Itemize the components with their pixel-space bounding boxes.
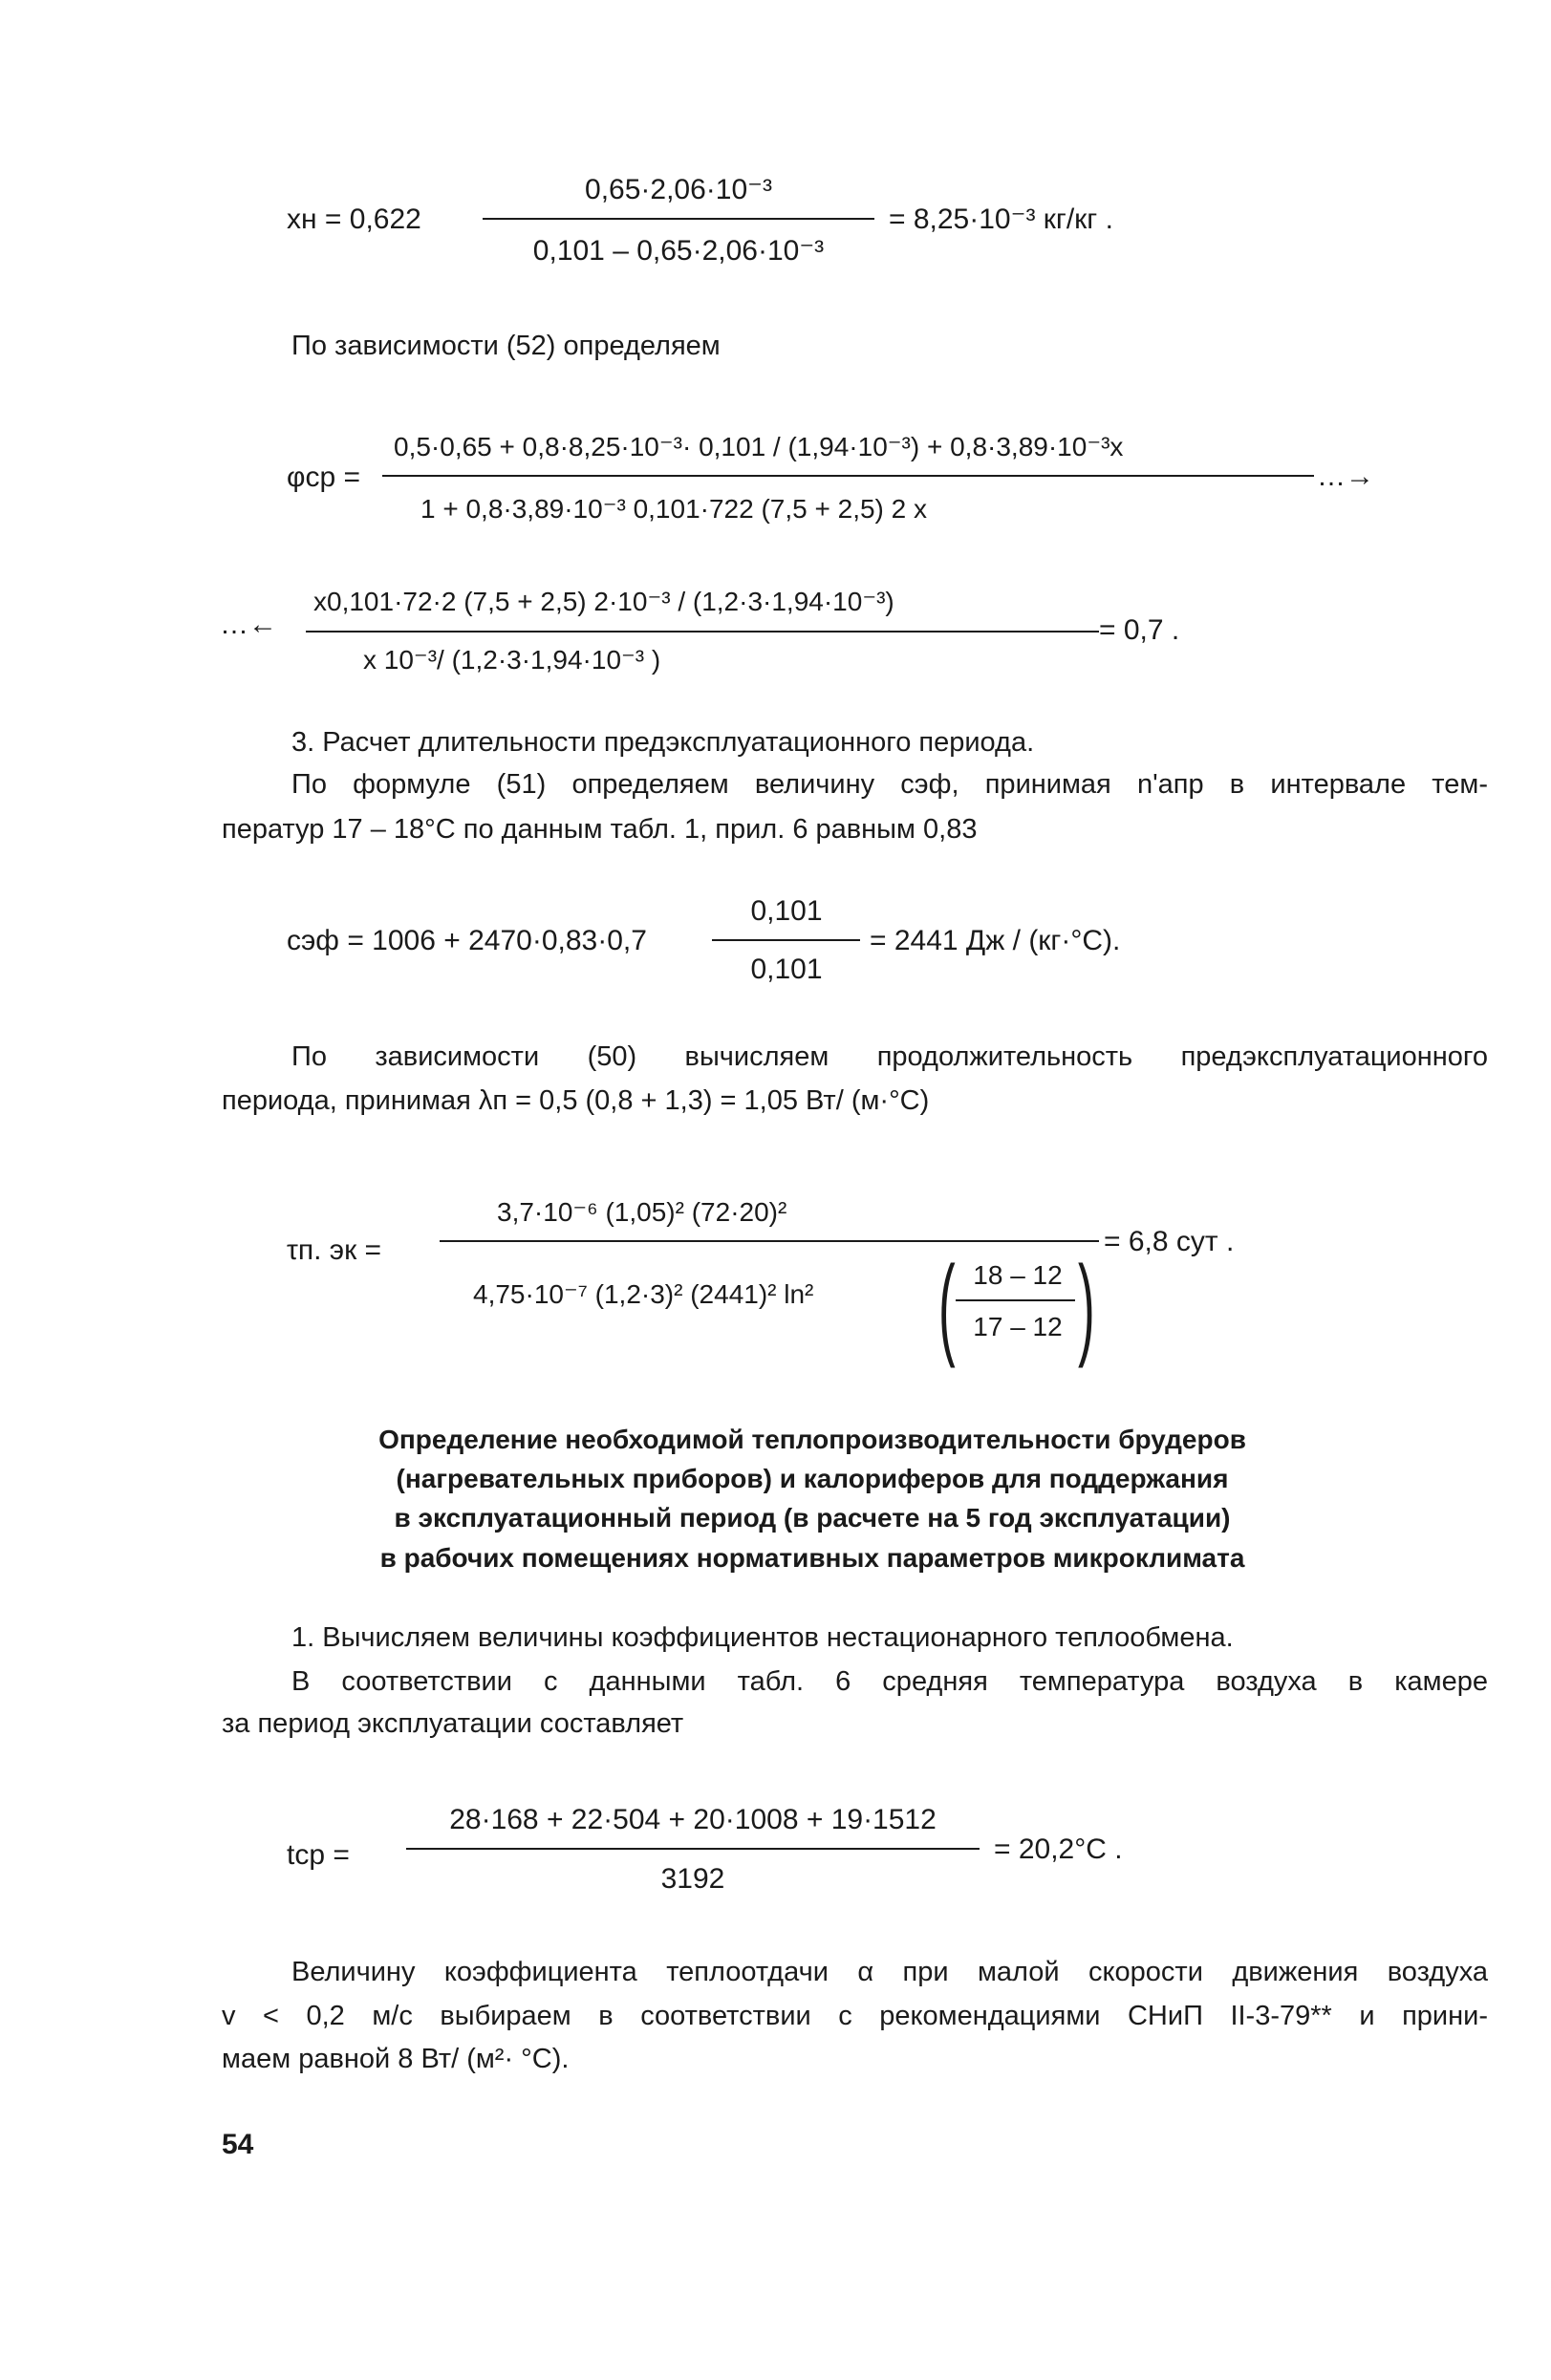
paragraph-step-1: 1. Вычисляем величины коэффициентов нестационарного теплообмена. (291, 1622, 1234, 1653)
inner-fraction-bar (956, 1299, 1075, 1301)
paragraph-table6-line1: В соответствии с данными табл. 6 средняя температура воздуха в камере (291, 1666, 1488, 1697)
paragraph-alpha-line3: маем равной 8 Вт/ (м²· °C). (222, 2044, 570, 2074)
fraction-bar (306, 631, 1099, 633)
equation-denominator: 0,101 – 0,65·2,06·10⁻³ (532, 235, 825, 267)
equation-lhs: τп. эк = (287, 1234, 382, 1266)
inner-fraction-numerator: 18 – 12 (973, 1260, 1063, 1290)
paragraph-table6-line2: за период эксплуатации составляет (222, 1708, 684, 1739)
right-parenthesis: ) (1078, 1243, 1095, 1369)
paragraph-dependency-50-line2: периода, принимая λп = 0,5 (0,8 + 1,3) = 1,05 Вт/ (м·°C) (222, 1085, 930, 1116)
equation-rhs: = 2441 Дж / (кг·°C). (870, 925, 1121, 956)
section-title-line: Определение необходимой теплопроизводительности брудеров (378, 1425, 1246, 1454)
fraction-bar (382, 475, 1314, 477)
paragraph-formula-51-line2: ператур 17 – 18°C по данным табл. 1, прил. 6 равным 0,83 (222, 814, 978, 845)
continuation-arrow: …← (220, 609, 277, 640)
equation-numerator: 28·168 + 22·504 + 20·1008 + 19·1512 (449, 1804, 937, 1835)
equation-numerator: 0,101 (750, 895, 823, 927)
equation-denominator: 1 + 0,8·3,89·10⁻³ 0,101·722 (7,5 + 2,5) 2 x (420, 494, 928, 524)
continuation-arrow: …→ (1317, 461, 1374, 492)
section-title-line: в рабочих помещениях нормативных параметров микроклимата (379, 1543, 1245, 1573)
paragraph-dependency-50-line1: По зависимости (50) вычисляем продолжительность предэксплуатационного (291, 1041, 1488, 1072)
fraction-bar (712, 939, 860, 941)
equation-rhs: = 0,7 . (1099, 614, 1180, 646)
equation-numerator: 0,65·2,06·10⁻³ (585, 174, 772, 205)
equation-numerator: x0,101·72·2 (7,5 + 2,5) 2·10⁻³ / (1,2·3·1,94·10⁻³) (313, 587, 894, 616)
paragraph-formula-51-line1: По формуле (51) определяем величину cэф, принимая n'апр в интервале тем- (291, 769, 1488, 800)
fraction-bar (483, 218, 874, 220)
equation-rhs: = 20,2°C . (994, 1833, 1123, 1865)
equation-lhs: xн = 0,622 (287, 204, 421, 235)
paragraph-alpha-line1: Величину коэффициента теплоотдачи α при малой скорости движения воздуха (291, 1957, 1488, 1987)
fraction-bar (406, 1848, 980, 1850)
paragraph-dependency-52: По зависимости (52) определяем (291, 331, 721, 361)
equation-lhs: cэф = 1006 + 2470·0,83·0,7 (287, 925, 647, 956)
page-number: 54 (222, 2129, 254, 2160)
equation-denominator: 4,75·10⁻⁷ (1,2·3)² (2441)² ln² (473, 1279, 814, 1309)
equation-numerator: 0,5·0,65 + 0,8·8,25·10⁻³· 0,101 / (1,94·10⁻³) + 0,8·3,89·10⁻³x (394, 432, 1124, 461)
section-title-line: (нагревательных приборов) и калориферов для поддержания (396, 1464, 1229, 1493)
left-parenthesis: ( (938, 1243, 956, 1369)
fraction-bar (440, 1240, 1099, 1242)
inner-fraction-denominator: 17 – 12 (973, 1312, 1063, 1341)
equation-rhs: = 6,8 сут . (1104, 1226, 1235, 1257)
equation-numerator: 3,7·10⁻⁶ (1,05)² (72·20)² (497, 1197, 787, 1227)
paragraph-alpha-line2: v < 0,2 м/с выбираем в соответствии с рекомендациями СНиП II-3-79** и прини- (222, 2001, 1488, 2031)
equation-denominator: 3192 (660, 1863, 725, 1895)
equation-lhs: tср = (287, 1839, 350, 1871)
section-title-line: в эксплуатационный период (в расчете на 5 год эксплуатации) (394, 1503, 1231, 1533)
equation-denominator: x 10⁻³/ (1,2·3·1,94·10⁻³ ) (363, 645, 661, 675)
equation-lhs: φср = (287, 461, 360, 493)
equation-rhs: = 8,25·10⁻³ кг/кг . (889, 204, 1113, 235)
section-3-heading: 3. Расчет длительности предэксплуатационного периода. (291, 727, 1035, 758)
equation-denominator: 0,101 (750, 954, 823, 985)
